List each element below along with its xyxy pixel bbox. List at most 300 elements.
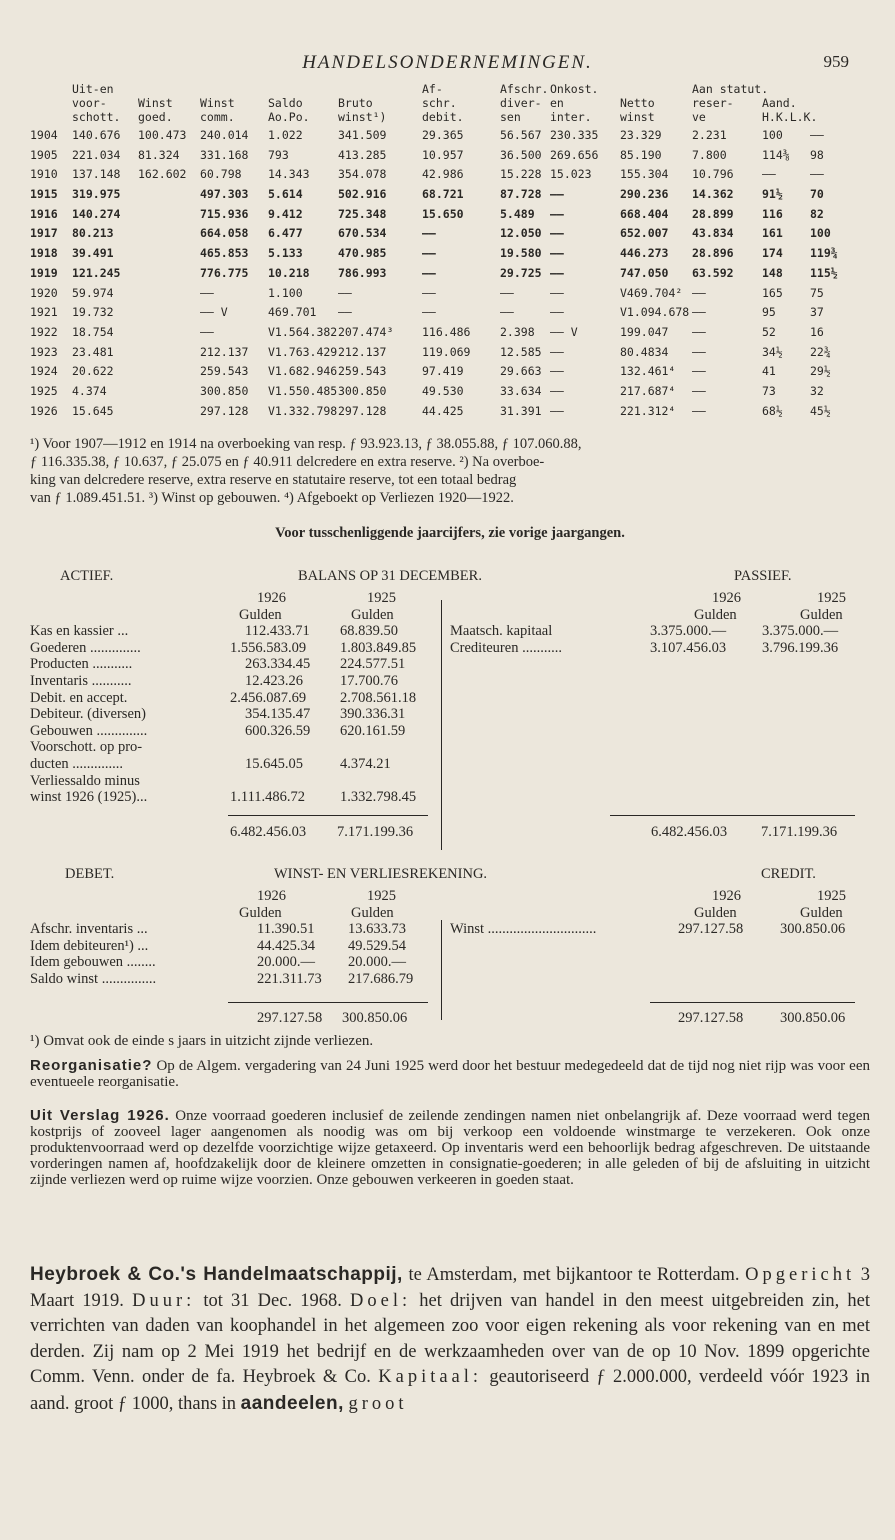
summary-header-cell: Afschr. — [500, 82, 549, 96]
summary-cell: V1.682.946 — [268, 364, 338, 379]
reorganisation-lead: Reorganisatie? — [30, 1057, 153, 1074]
summary-cell: 786.993 — [338, 265, 387, 280]
summary-cell: —— — [692, 285, 706, 300]
summary-cell: —— — [692, 305, 706, 320]
summary-header-cell: en — [550, 96, 564, 110]
summary-cell: 174 — [762, 246, 783, 261]
summary-cell: 725.348 — [338, 206, 387, 221]
credit-label: Winst .............................. — [450, 921, 597, 938]
summary-cell: 354.078 — [338, 167, 387, 182]
pl-total-debit-1925: 300.850.06 — [342, 1010, 408, 1026]
summary-cell: —— — [422, 305, 436, 320]
summary-cell: 2.231 — [692, 128, 727, 142]
year-cell: 1923 — [30, 344, 58, 359]
table-row — [30, 303, 870, 323]
pl-row — [30, 921, 870, 938]
summary-header-cell: Winst — [200, 96, 235, 110]
summary-cell: 259.543 — [200, 364, 249, 379]
summary-cell: V1.763.429 — [268, 344, 338, 359]
debit-label: Saldo winst ............... — [30, 970, 157, 987]
year-cell: 1915 — [30, 187, 58, 202]
summary-header-cell: Onkost. — [550, 82, 599, 96]
table-row — [30, 343, 870, 363]
activa-value: 68.839.50 — [340, 623, 398, 640]
balance-year-1926-passief: 1926 — [712, 590, 741, 606]
summary-cell: 331.168 — [200, 147, 249, 162]
summary-cell: 199.047 — [620, 324, 669, 339]
summary-cell: 119¾ — [810, 246, 838, 261]
summary-cell: 664.058 — [200, 226, 249, 241]
balance-total-activa-1925: 7.171.199.36 — [337, 824, 414, 840]
activa-value: 12.423.26 — [245, 672, 303, 689]
activa-label: Verliessaldo minus — [30, 772, 140, 789]
balance-row — [30, 756, 870, 773]
summary-cell: 300.850 — [200, 383, 249, 398]
summary-header-cell: Saldo — [268, 96, 303, 110]
summary-cell: 10.218 — [268, 265, 310, 280]
debit-value: 217.686.79 — [348, 970, 414, 987]
summary-header-cell: Bruto — [338, 96, 373, 110]
summary-cell: 12.585 — [500, 344, 542, 359]
summary-cell: 87.728 — [500, 187, 542, 202]
page-number: 959 — [823, 52, 849, 71]
summary-cell: 5.133 — [268, 246, 303, 261]
year-cell: 1922 — [30, 324, 58, 339]
balance-row — [30, 739, 870, 756]
summary-cell: 43.834 — [692, 226, 734, 241]
pl-year-1926: 1926 — [257, 888, 286, 904]
summary-cell: 670.534 — [338, 226, 387, 241]
table-row — [30, 323, 870, 343]
summary-cell: 10.957 — [422, 147, 464, 162]
summary-header-cell: schott. — [72, 110, 121, 124]
summary-cell: —— — [692, 364, 706, 379]
summary-cell: 18.754 — [72, 324, 114, 339]
pl-total-credit-1925: 300.850.06 — [780, 1010, 846, 1026]
debit-value: 11.390.51 — [257, 921, 315, 938]
balance-row — [30, 789, 870, 806]
summary-cell: 217.687⁴ — [620, 383, 676, 398]
heybroek-opgericht-label: Opgericht — [745, 1265, 856, 1285]
summary-header-cell: Af- — [422, 82, 443, 96]
summary-cell: 9.412 — [268, 206, 303, 221]
summary-cell: 29.725 — [500, 265, 542, 280]
balance-right-title: PASSIEF. — [734, 568, 792, 584]
summary-header-cell: Uit-en — [72, 82, 114, 96]
activa-label: Producten ........... — [30, 656, 133, 673]
summary-cell: —— V — [550, 324, 578, 339]
summary-cell: 5.489 — [500, 206, 535, 221]
balance-year-1926: 1926 — [257, 590, 286, 606]
summary-cell: —— — [692, 403, 706, 418]
pl-title: WINST- EN VERLIESREKENING. — [274, 866, 488, 882]
year-cell: 1918 — [30, 246, 58, 261]
summary-cell: 98 — [810, 147, 824, 162]
summary-cell: —— — [200, 324, 214, 339]
summary-cell: 7.800 — [692, 147, 727, 162]
summary-cell: 68½ — [762, 403, 783, 418]
intermediate-years-note: Voor tusschenliggende jaarcijfers, zie vorige jaargangen. — [275, 525, 625, 541]
summary-cell: 1.022 — [268, 128, 303, 142]
activa-value: 224.577.51 — [340, 656, 406, 673]
summary-cell: —— — [810, 167, 824, 182]
summary-header-cell: ve — [692, 110, 706, 124]
summary-cell: V1.094.678 — [620, 305, 690, 320]
summary-cell: 14.362 — [692, 187, 734, 202]
summary-cell: —— — [550, 187, 564, 202]
summary-cell: 121.245 — [72, 265, 121, 280]
pl-unit: Gulden — [351, 904, 394, 921]
heybroek-aandeelen: aandeelen, — [240, 1392, 344, 1414]
summary-cell: 230.335 — [550, 128, 599, 142]
summary-cell: 161 — [762, 226, 783, 241]
summary-header-cell: Aand. — [762, 96, 797, 110]
profit-loss-account — [30, 866, 870, 988]
summary-header-cell: Ao.Po. — [268, 110, 310, 124]
summary-cell: 60.798 — [200, 167, 242, 182]
summary-header-cell: reser- — [692, 96, 734, 110]
heybroek-kapitaal-label: Kapitaal: — [378, 1367, 483, 1387]
summary-header-row — [30, 96, 870, 110]
summary-cell: —— — [500, 305, 514, 320]
table-row — [30, 205, 870, 225]
summary-cell: 715.936 — [200, 206, 249, 221]
activa-value: 15.645.05 — [245, 755, 303, 772]
summary-cell: 155.304 — [620, 167, 669, 182]
summary-cell: —— — [550, 206, 564, 221]
debit-value: 221.311.73 — [257, 970, 322, 987]
summary-cell: —— — [550, 305, 564, 320]
activa-label: ducten .............. — [30, 755, 124, 772]
debit-value: 49.529.54 — [348, 937, 406, 954]
heybroek-capital: geautoriseerd ƒ 2.000.000, verdeeld vóór 1923 in aand. groot ƒ 1000, thans in — [30, 1367, 871, 1414]
pl-total-rule-right — [650, 1002, 855, 1003]
summary-cell: 114⅜ — [762, 147, 790, 162]
summary-header-cell: Aan statut. — [692, 82, 769, 96]
summary-cell: 470.985 — [338, 246, 387, 261]
summary-cell: 793 — [268, 147, 289, 162]
summary-cell: 82 — [810, 206, 824, 221]
summary-cell: 80.213 — [72, 226, 114, 241]
summary-cell: 297.128 — [200, 403, 249, 418]
pl-total-rule-left — [228, 1002, 428, 1003]
summary-cell: 85.190 — [620, 147, 662, 162]
table-row — [30, 402, 870, 422]
heybroek-duration: tot 31 Dec. 1968. — [203, 1290, 342, 1311]
balance-total-activa-1926: 6.482.456.03 — [230, 824, 307, 840]
summary-cell: —— — [762, 167, 776, 182]
balance-total-passiva-1926: 6.482.456.03 — [651, 824, 728, 840]
pl-year-1926-credit: 1926 — [712, 888, 741, 904]
summary-cell: 81.324 — [138, 147, 180, 162]
summary-header-cell: schr. — [422, 96, 457, 110]
credit-value: 300.850.06 — [780, 921, 846, 938]
summary-cell: 100 — [762, 128, 783, 142]
summary-cell: 140.274 — [72, 206, 121, 221]
debit-label: Idem debiteuren¹) ... — [30, 937, 149, 954]
year-cell: 1910 — [30, 167, 58, 182]
summary-cell: 14.343 — [268, 167, 310, 182]
annual-report-lead: Uit Verslag 1926. — [30, 1107, 170, 1124]
year-cell: 1925 — [30, 383, 58, 398]
summary-cell: 59.974 — [72, 285, 114, 300]
table-row — [30, 362, 870, 382]
summary-cell: 446.273 — [620, 246, 669, 261]
summary-header-cell: winst¹) — [338, 110, 387, 124]
pl-total-debit-1926: 297.127.58 — [257, 1010, 323, 1026]
summary-cell: —— — [550, 265, 564, 280]
summary-cell: 23.329 — [620, 128, 662, 142]
summary-cell: 56.567 — [500, 128, 542, 142]
year-cell: 1904 — [30, 128, 58, 142]
footnote-line: ƒ 116.335.38, ƒ 10.637, ƒ 25.075 en ƒ 40.911 delcredere en extra reserve. ²) Na overboe- — [30, 454, 545, 470]
summary-cell: —— — [550, 226, 564, 241]
summary-cell: V1.564.382 — [268, 324, 338, 339]
summary-cell: 100 — [810, 226, 831, 241]
summary-header-cell: diver- — [500, 96, 542, 110]
activa-value: 390.336.31 — [340, 706, 406, 723]
table-row — [30, 165, 870, 185]
summary-cell: 212.137 — [338, 344, 387, 359]
summary-cell: 16 — [810, 324, 824, 339]
balance-row — [30, 623, 870, 640]
summary-cell: 49.530 — [422, 383, 464, 398]
annual-report-paragraph — [30, 1108, 870, 1188]
activa-value: 1.556.583.09 — [230, 639, 307, 656]
table-row — [30, 224, 870, 244]
passiva-label: Maatsch. kapitaal — [450, 623, 553, 640]
summary-cell: 165 — [762, 285, 783, 300]
footnote-line: van ƒ 1.089.451.51. ³) Winst op gebouwen. ⁴) Afgeboekt op Verliezen 1920—1922. — [30, 490, 514, 506]
summary-cell: 776.775 — [200, 265, 249, 280]
summary-cell: 10.796 — [692, 167, 734, 182]
summary-cell: 497.303 — [200, 187, 249, 202]
balance-row — [30, 706, 870, 723]
summary-cell: 52 — [762, 324, 776, 339]
table-row — [30, 382, 870, 402]
pl-right-title: CREDIT. — [761, 866, 816, 882]
debit-value: 20.000.— — [257, 954, 315, 971]
balance-sheet — [30, 568, 870, 806]
summary-cell: 29½ — [810, 364, 831, 379]
balance-unit: Gulden — [800, 606, 843, 623]
summary-cell: 45½ — [810, 403, 831, 418]
summary-cell: —— — [692, 344, 706, 359]
summary-cell: —— — [200, 285, 214, 300]
summary-cell: 22¾ — [810, 344, 831, 359]
summary-header-cell: inter. — [550, 110, 592, 124]
activa-label: Kas en kassier ... — [30, 623, 129, 640]
summary-cell: —— — [810, 128, 824, 142]
summary-cell: —— — [692, 383, 706, 398]
reorganisation-paragraph — [30, 1058, 870, 1090]
heybroek-duur-label: Duur: — [132, 1290, 196, 1311]
summary-cell: 4.374 — [72, 383, 107, 398]
summary-header-row — [30, 110, 870, 124]
summary-cell: 148 — [762, 265, 783, 280]
pl-row — [30, 938, 870, 955]
summary-cell: 80.4834 — [620, 344, 669, 359]
page-title: HANDELSONDERNEMINGEN. — [302, 52, 593, 73]
activa-value: 112.433.71 — [245, 623, 310, 640]
heybroek-groot: groot — [348, 1393, 408, 1414]
activa-value: 354.135.47 — [245, 706, 311, 723]
activa-label: Voorschott. op pro- — [30, 739, 143, 756]
activa-value: 620.161.59 — [340, 722, 406, 739]
passiva-value: 3.107.456.03 — [650, 639, 727, 656]
summary-cell: 29.365 — [422, 128, 464, 142]
debit-value: 20.000.— — [348, 954, 406, 971]
summary-cell: 28.896 — [692, 246, 734, 261]
summary-cell: 668.404 — [620, 206, 669, 221]
table-row — [30, 185, 870, 205]
summary-cell: 33.634 — [500, 383, 542, 398]
summary-header-cell: Winst — [138, 96, 173, 110]
summary-cell: 15.645 — [72, 403, 114, 418]
page-header — [0, 52, 895, 78]
summary-cell: 19.732 — [72, 305, 114, 320]
activa-value: 4.374.21 — [340, 755, 391, 772]
summary-footnotes — [30, 435, 870, 507]
summary-cell: V469.704² — [620, 285, 683, 300]
summary-cell: —— — [422, 265, 436, 280]
summary-cell: 290.236 — [620, 187, 669, 202]
pl-total-credit-1926: 297.127.58 — [678, 1010, 744, 1026]
balance-unit: Gulden — [239, 606, 282, 623]
activa-value: 2.708.561.18 — [340, 689, 417, 706]
summary-cell: 162.602 — [138, 167, 187, 182]
heybroek-founded-date: 3 Maart 1919. — [30, 1265, 871, 1311]
activa-value: 2.456.087.69 — [230, 689, 307, 706]
summary-cell: 221.034 — [72, 147, 121, 162]
summary-cell: 469.701 — [268, 305, 317, 320]
summary-header-cell: sen — [500, 110, 521, 124]
summary-cell: 212.137 — [200, 344, 249, 359]
balance-row — [30, 773, 870, 790]
summary-cell: 240.014 — [200, 128, 249, 142]
summary-header-row — [30, 82, 870, 96]
summary-header-cell: goed. — [138, 110, 173, 124]
activa-label: Gebouwen .............. — [30, 722, 148, 739]
summary-cell: 97.419 — [422, 364, 464, 379]
pl-row — [30, 954, 870, 971]
activa-value: 1.803.849.85 — [340, 639, 417, 656]
summary-cell: —— — [550, 403, 564, 418]
summary-cell: 221.312⁴ — [620, 403, 676, 418]
summary-header-cell: debit. — [422, 110, 464, 124]
summary-cell: 12.050 — [500, 226, 542, 241]
pl-divider — [441, 920, 442, 1020]
reorganisation-text: Op de Algem. vergadering van 24 Juni 1925 werd door het bestuur medegedeeld dat de tijd nog niet rijp was voor een eventueele reorganisatie. — [30, 1058, 870, 1090]
balance-total-rule-right — [610, 815, 855, 816]
summary-cell: 42.986 — [422, 167, 464, 182]
pl-year-1925-credit: 1925 — [817, 888, 846, 904]
balance-unit: Gulden — [351, 606, 394, 623]
heybroek-purpose: het drijven van handel in den meest uitgebreiden zin, het verrichten van daden van koophandel in het algemeen zoo voor eigen rekening als voor rekening van en met derden. Zij nam op 2 Mei 1919 het bedrijf en de werkzaamheden over van de op 10 Nov. 1899 opgerichte Comm. Venn. onder de fa. Heybroek & Co. — [30, 1290, 871, 1387]
year-cell: 1916 — [30, 206, 58, 221]
passiva-value: 3.375.000.— — [650, 623, 727, 640]
balance-row — [30, 723, 870, 740]
summary-cell: 269.656 — [550, 147, 599, 162]
summary-cell: —— — [422, 226, 436, 241]
summary-cell: —— — [692, 324, 706, 339]
debit-value: 13.633.73 — [348, 921, 406, 938]
summary-cell: —— — [500, 285, 514, 300]
summary-cell: 73 — [762, 383, 776, 398]
summary-cell: 39.491 — [72, 246, 114, 261]
summary-cell: 297.128 — [338, 403, 387, 418]
summary-header-cell: Netto — [620, 96, 655, 110]
year-cell: 1924 — [30, 364, 58, 379]
summary-cell: 31.391 — [500, 403, 542, 418]
summary-cell: —— — [550, 344, 564, 359]
summary-cell: 23.481 — [72, 344, 114, 359]
balance-title: BALANS OP 31 DECEMBER. — [298, 568, 482, 584]
summary-cell: 119.069 — [422, 344, 471, 359]
summary-cell: 747.050 — [620, 265, 669, 280]
summary-cell: —— — [422, 285, 436, 300]
balance-unit: Gulden — [694, 606, 737, 623]
summary-cell: 70 — [810, 187, 824, 202]
summary-cell: 44.425 — [422, 403, 464, 418]
summary-cell: 341.509 — [338, 128, 387, 142]
year-cell: 1919 — [30, 265, 58, 280]
activa-label: Debiteur. (diversen) — [30, 706, 146, 723]
passiva-value: 3.796.199.36 — [762, 639, 839, 656]
summary-cell: 100.473 — [138, 128, 187, 142]
year-cell: 1905 — [30, 147, 58, 162]
summary-header-cell: comm. — [200, 110, 235, 124]
summary-cell: 116.486 — [422, 324, 471, 339]
debit-label: Idem gebouwen ........ — [30, 954, 156, 971]
summary-cell: 2.398 — [500, 324, 535, 339]
balance-row — [30, 690, 870, 707]
heybroek-company-name: Heybroek & Co.'s Handelmaatschappij, — [30, 1264, 403, 1285]
summary-cell: 137.148 — [72, 167, 121, 182]
summary-cell: 6.477 — [268, 226, 303, 241]
summary-cell: 20.622 — [72, 364, 114, 379]
summary-cell: V1.550.485 — [268, 383, 338, 398]
summary-cell: —— — [550, 364, 564, 379]
pl-footnote: ¹) Omvat ook de einde s jaars in uitzicht zijnde verliezen. — [30, 1033, 374, 1049]
summary-header-cell: voor- — [72, 96, 107, 110]
debit-label: Afschr. inventaris ... — [30, 921, 148, 938]
balance-year-1925: 1925 — [367, 590, 396, 606]
summary-cell: 34½ — [762, 344, 783, 359]
summary-header-cell: H.K.L.K. — [762, 110, 818, 124]
summary-cell: 15.650 — [422, 206, 464, 221]
summary-cell: V1.332.798 — [268, 403, 338, 418]
table-row — [30, 264, 870, 284]
summary-cell: —— — [422, 246, 436, 261]
activa-value: 17.700.76 — [340, 672, 398, 689]
balance-year-1925-passief: 1925 — [817, 590, 846, 606]
summary-header-cell: winst — [620, 110, 655, 124]
table-row — [30, 244, 870, 264]
balance-total-passiva-1925: 7.171.199.36 — [761, 824, 838, 840]
activa-value: 600.326.59 — [245, 722, 311, 739]
table-row — [30, 284, 870, 304]
summary-cell: 91½ — [762, 187, 783, 202]
pl-unit: Gulden — [694, 904, 737, 921]
summary-cell: —— — [550, 285, 564, 300]
summary-cell: —— — [550, 383, 564, 398]
summary-cell: 1.100 — [268, 285, 303, 300]
summary-cell: —— — [338, 305, 352, 320]
balance-left-title: ACTIEF. — [60, 568, 114, 584]
summary-cell: 36.500 — [500, 147, 542, 162]
summary-cell: 465.853 — [200, 246, 249, 261]
